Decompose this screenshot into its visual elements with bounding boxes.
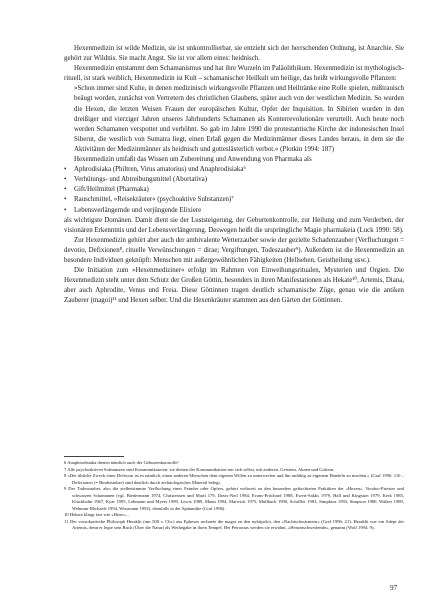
paragraph: Hexenmedizin umfaßt das Wissen um Zubereitung und Anwendung von Pharmaka als: [74, 156, 312, 164]
footnote: 8 »Der übliche Zweck einer Defixion ist es nämlich, einen anderen Menschen dem eigenen Willen zu unterwerfen und ihn unfähig zu eigenem Handeln zu machen.« (Graf 1996: 110 – Defixionen (= Bindezauber) sind deutlich durch archäologisches Material belegt.: [64, 473, 404, 485]
block-quote: »Schon immer sind Kulte, in denen medizinisch wirkungsvolle Pflanzen und Heiltränke eine Rolle spielen, mißtrauisch beäugt worden, zunächst von Vertretern des christlichen Glaubens, später auch von der westlichen Medizin. So wurden die Hexen, die letzten Weisen Frauen der europäischen Kultur, Opfer der Inquisition. In Sibirien wurden in den dreißiger und vierziger Jahren unseres Jahrhunderts Schamanen als Konterrevolutionäre verurteilt. Auch heute noch werden Schamanen verspottet und verhöhnt. So gab im Jahre 1990 die protestantische Kirche der indonesischen Insel Siberut, die westlich von Sumatra liegt, einen Erlaß gegen die Medizinmänner dieses Landes heraus, in dem sie die Aktivitäten der Medizinmänner als heidnisch und gotteslästerlich verbot.« (Plotkin 1994: 187): [74, 85, 404, 153]
bullet-list: [64, 165, 404, 215]
footnote: 7 Alle psychoaktiven Substanzen sind Kommunikatoren: sie dienen der Kommunikation mit sich selbst, mit anderen, Geistern, Ahnen und Göttern.: [64, 466, 335, 472]
footnote: 6 Anaphrodisiaka dienen nämlich auch der Geburtenkontrolle!: [64, 460, 179, 465]
paragraph: als wichtigste Domänen. Damit dient sie der Luststeigerung, der Geburtenkontrolle, zur Heilung und zum Verderben, der visionären Erkenntnis und der Lebensverlängerung. Deswegen heißt die ursprüngliche Magie pharmakeia (Luck 1990: 58).: [64, 216, 404, 234]
page-number: 97: [390, 584, 398, 592]
paragraph: Zur Hexenmedizin gehört aber auch der ambivalente Wetterzauber sowie der gezielte Schadenzauber (Verfluchungen = devotio, Defixionen⁸, rituelle Verwünschungen = dirae; Vergiftungen, Todeszauber⁹). Außerdem ist die Hexenmedizin an besondere Individuen geknüpft: Menschen mit außergewöhnlichen Fähigkeiten (Hellsehen, Geistheilung usw.).: [64, 236, 404, 264]
footnotes: [64, 460, 404, 532]
list-item: • Aphrodisiaka (Philtren, Virus amatorius) und Anaphrodisiaka⁶: [64, 165, 404, 175]
paragraph: Die Initiation zum »Hexenmediziner« erfolgt im Rahmen von Einweihungsritualen, Mysterien und Orgien. Die Hexenmedizin steht unter dem Schutz der Großen Göttin, besonders in ihren Manifestationen als Hekate¹⁰, Artemis, Diana, aber auch Aphrodite, Venus und Freia. Diese Göttinnen tragen deutlich schamanische Züge, genau wie die antiken Zauberer (magoi)¹¹ und Hexen selber. Und die Hexenkräuter stammen aus den Gärten der Göttinnen.: [64, 267, 404, 305]
list-item: • Verhütungs- und Abtreibungsmittel (Abortativa): [64, 175, 404, 185]
list-item: • Lebensverlängernde und verjüngende Elixiere: [64, 206, 404, 216]
footnote: 10 Hekate klingt fast wie »Hexe«...: [64, 512, 130, 517]
main-text: [64, 44, 404, 306]
footnote: 11 Der vorsokratische Philosoph Heraklit (um 500 v. Chr.) aus Ephesos rechnete die magoi zu den nyktipoloi, den »Nachtschwärmern« (Graf 1996: 21). Heraklit war ein Adept der Artemis, denn er legte sein Buch (Über die Natur) als Weihegabe in ihren Tempel. Bei Petronius werden sie erwähnt, »Herumschweifende«, genannt (Wolf 1994: 9).: [64, 518, 404, 530]
footnote: 9 Der Todeszauber, also die zielbestimmte Verfluchung eines Feindes oder Opfers, gehört weltweit zu den besonders gefürchteten Praktiken der »Hexen«, Voodoo-Priester und schwarzen Schamanen (vgl. Biedermann 1974, Christensen und Martí 179, Davis-Neil 1984, Evans-Pritchard 1988, Ewert-Sakks 1979, Hall und Kingston 1979, Kerk 1985, Kluckhohn 1967, Kyar 1995, Lehmann und Myers 1989, Lewis 1989, Mann 1994, Marwick 1975, Mullbach 1990, Schiffler 1983, Simpkins 1993, Simpson 1980, Walker 1989, Webman-Michaels 1994, Wissmann 1992), ebenfalls in der Spätantike (Graf 1996).: [64, 486, 404, 511]
list-item: • Gift/Heilmittel (Pharmaka): [64, 185, 404, 195]
list-item: • Rauschmittel, »Reisekräuter« (psychoaktive Substanzen)⁷: [64, 195, 404, 205]
paragraph: Hexenmedizin entstammt dem Schamanismus und hat ihre Wurzeln im Paläolithikum. Hexenmedizin ist mythologisch-rituell, ist stark weiblich, Hexenmedizin ist Kult – schamanischer Heilkult um heilige, das heißt wirkungsvolle Pflanzen:: [64, 65, 404, 83]
footnote-divider: [64, 456, 124, 457]
paragraph: Hexenmedizin ist wilde Medizin, sie ist unkontrollierbar, sie entzieht sich der herrschenden Ordnung, ist Anarchie. Sie gehört zur Wildnis. Sie macht Angst. Sie ist vor allem eines: heidnisch.: [64, 45, 404, 63]
